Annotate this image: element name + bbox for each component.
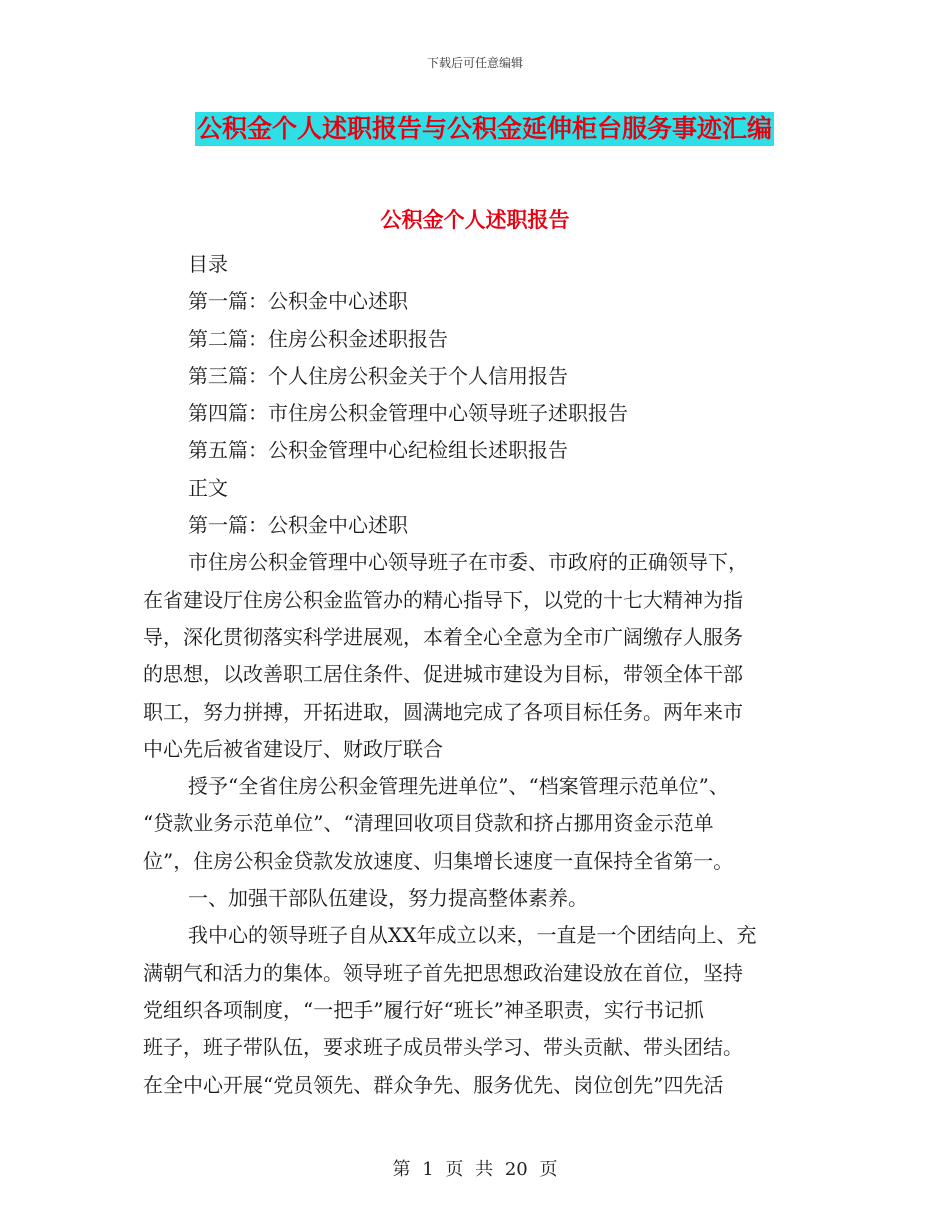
text-line: 职工，努力拼搏，开拓进取，圆满地完成了各项目标任务。两年来市 <box>143 699 743 724</box>
text-line: 第一篇：公积金中心述职 <box>188 289 408 314</box>
text-line: 的思想，以改善职工居住条件、促进城市建设为目标，带领全体干部 <box>143 662 743 687</box>
text-line: “贷款业务示范单位”、“清理回收项目贷款和挤占挪用资金示范单 <box>143 811 714 836</box>
text-line: 我中心的领导班子自从XX年成立以来，一直是一个团结向上、充 <box>188 923 757 948</box>
page-number-footer: 第 1 页 共 20 页 <box>392 1159 558 1180</box>
text-line: 一、加强干部队伍建设，努力提高整体素养。 <box>188 886 588 911</box>
text-line: 在省建设厅住房公积金监管办的精心指导下，以党的十七大精神为指 <box>143 587 743 612</box>
text-line: 满朝气和活力的集体。领导班子首先把思想政治建设放在首位，坚持 <box>143 960 743 985</box>
text-line: 中心先后被省建设厅、财政厅联合 <box>143 736 443 761</box>
text-line: 导，深化贯彻落实科学进展观，本着全心全意为全市广阔缴存人服务 <box>143 624 743 649</box>
section-title: 公积金个人述职报告 <box>380 208 570 232</box>
text-line: 第一篇：公积金中心述职 <box>188 513 408 538</box>
text-line: 党组织各项制度，“一把手”履行好“班长”神圣职责，实行书记抓 <box>143 997 704 1022</box>
document-main-title: 公积金个人述职报告与公积金延伸柜台服务事迹汇编 <box>195 112 774 146</box>
document-body <box>143 246 811 1104</box>
text-line: 目录 <box>188 252 228 276</box>
text-line: 市住房公积金管理中心领导班子在市委、市政府的正确领导下， <box>188 550 748 575</box>
text-line: 第五篇：公积金管理中心纪检组长述职报告 <box>188 438 568 463</box>
text-line: 正文 <box>188 475 228 500</box>
text-line: 第四篇：市住房公积金管理中心领导班子述职报告 <box>188 401 628 426</box>
text-line: 位”，住房公积金贷款发放速度、归集增长速度一直保持全省第一。 <box>143 848 734 873</box>
text-line: 授予“全省住房公积金管理先进单位”、“档案管理示范单位”、 <box>188 774 729 799</box>
text-line: 在全中心开展“党员领先、群众争先、服务优先、岗位创先”四先活 <box>143 1072 724 1097</box>
text-line: 第三篇：个人住房公积金关于个人信用报告 <box>188 363 568 388</box>
text-line: 第二篇：住房公积金述职报告 <box>188 326 448 351</box>
page-header-note: 下载后可任意编辑 <box>426 56 523 70</box>
text-line: 班子，班子带队伍，要求班子成员带头学习、带头贡献、带头团结。 <box>143 1035 743 1060</box>
